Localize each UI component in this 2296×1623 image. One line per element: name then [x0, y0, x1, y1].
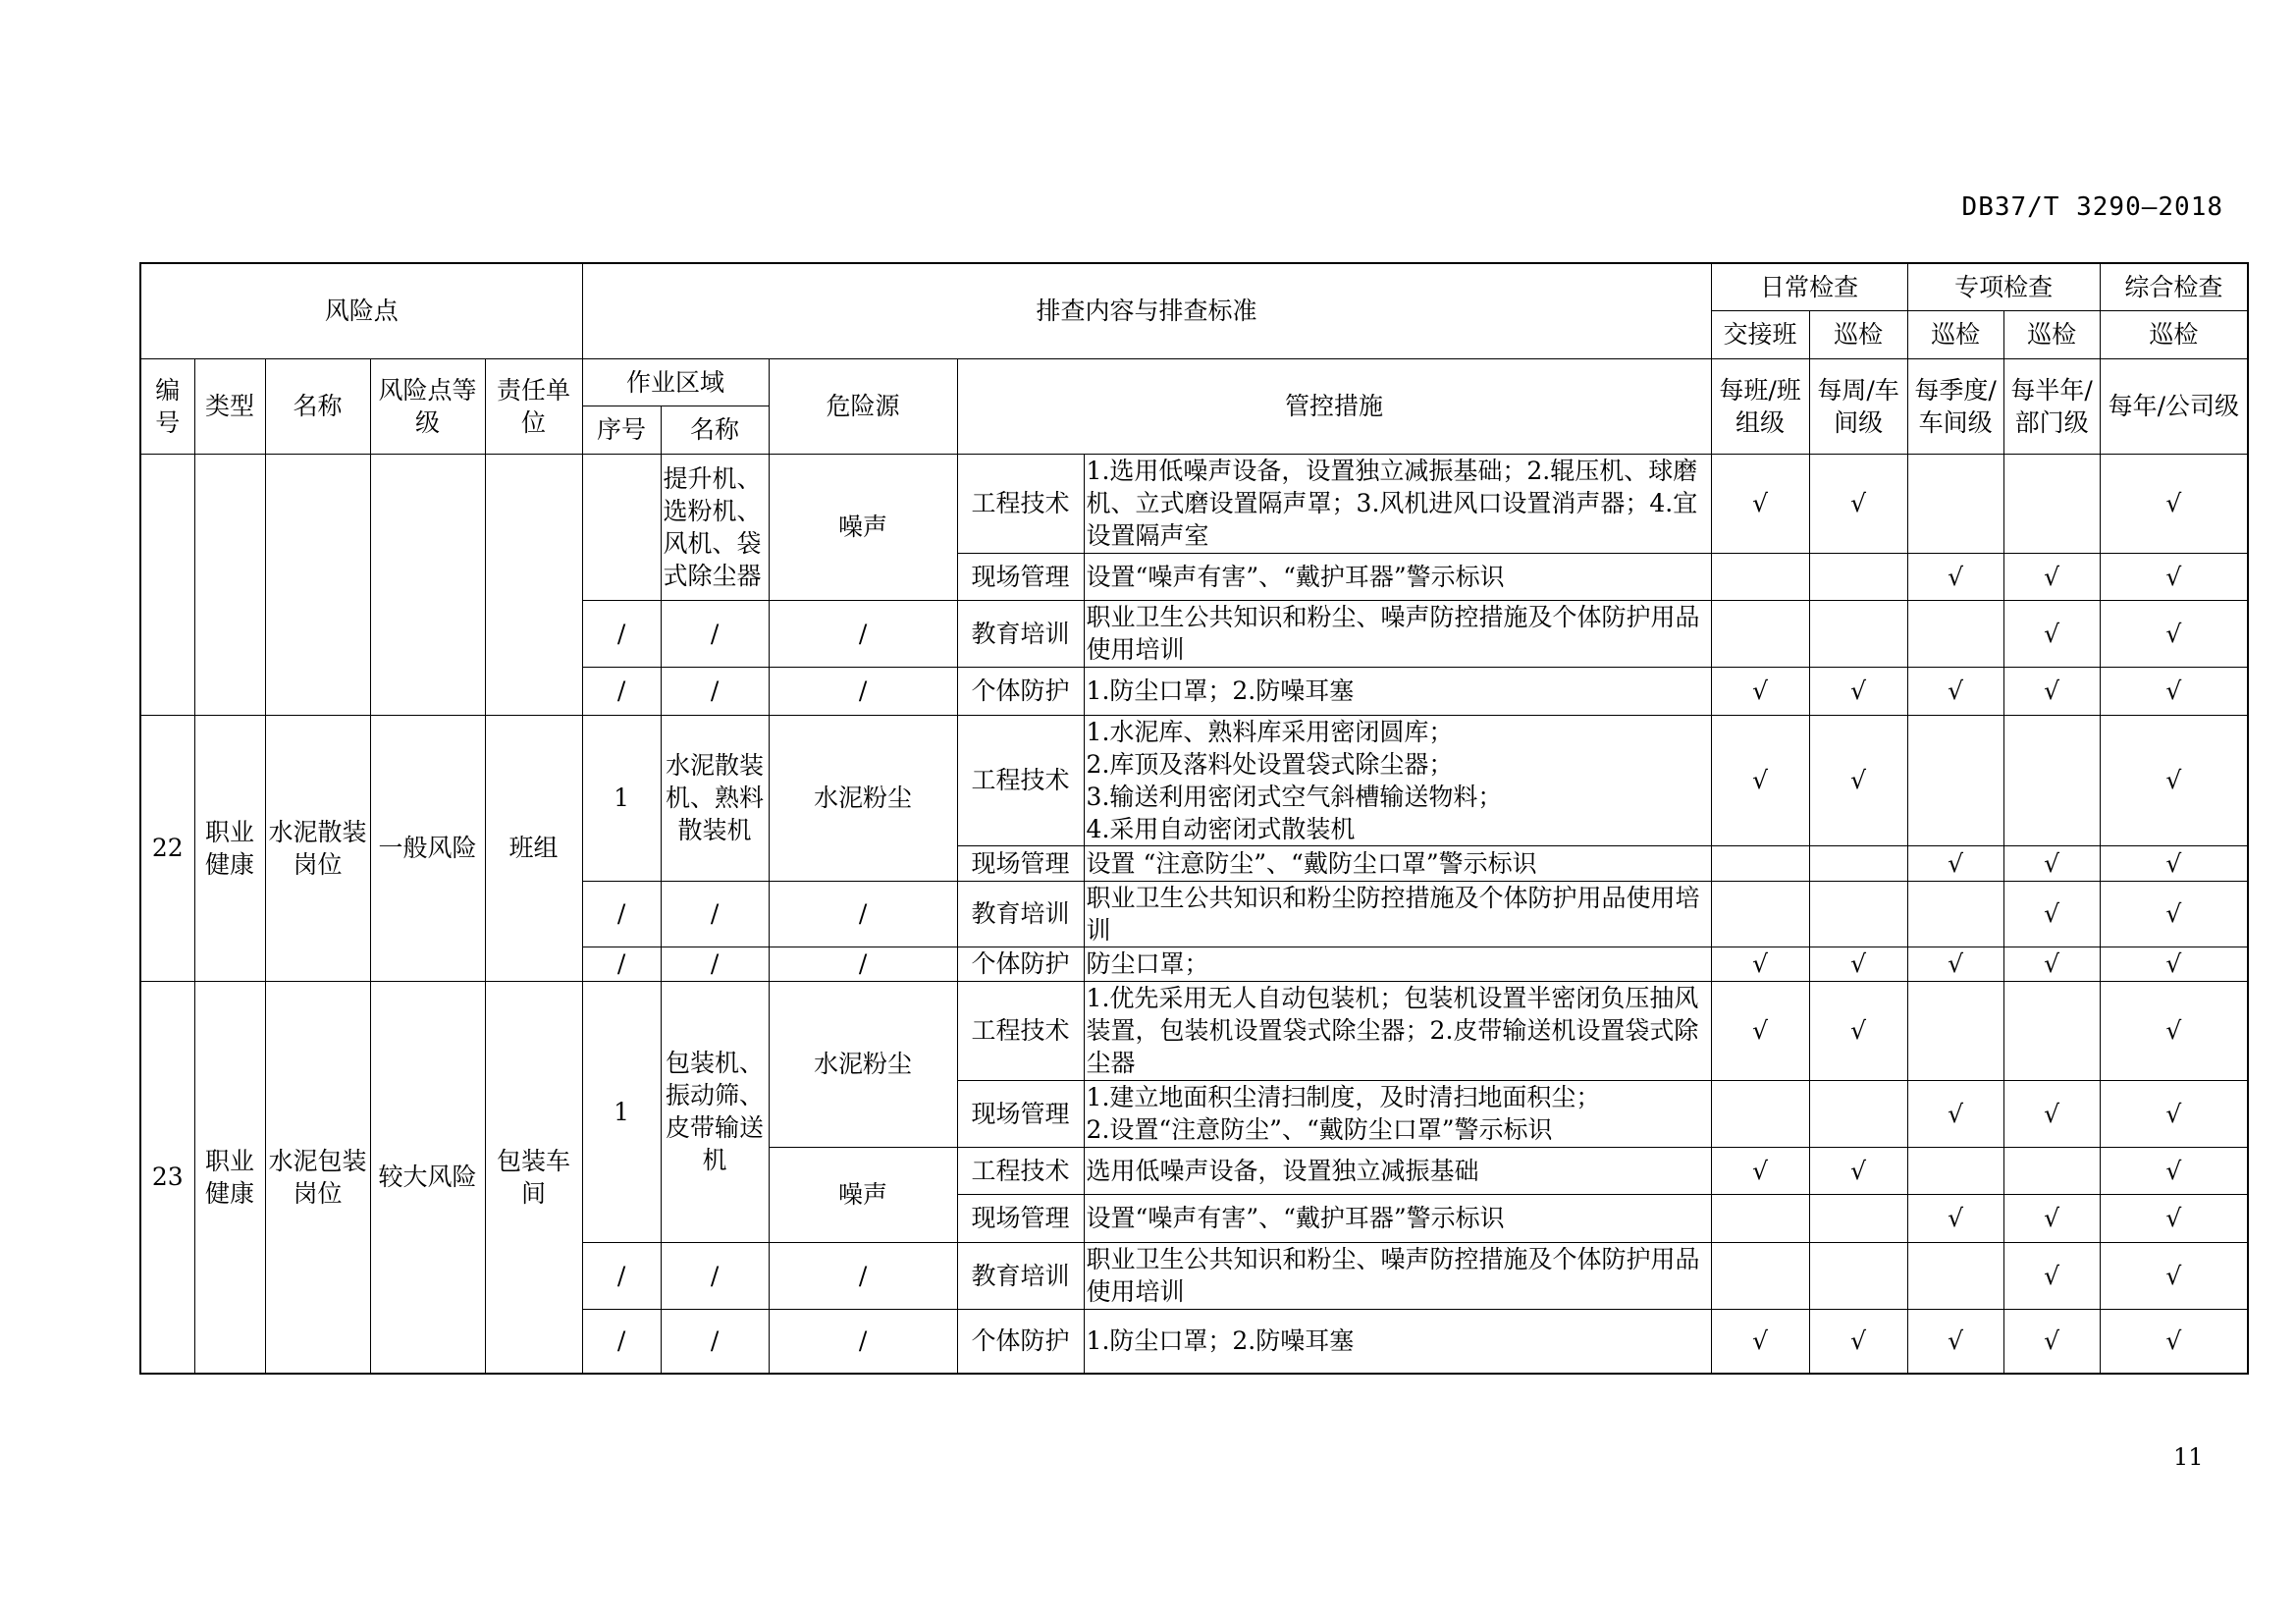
table-cell	[265, 454, 370, 715]
slash: /	[769, 1242, 957, 1309]
slash: /	[661, 947, 769, 981]
check-mark: √	[1809, 1147, 1907, 1194]
measure-text: 选用低噪声设备，设置独立减振基础	[1084, 1147, 1711, 1194]
check-mark: √	[2003, 600, 2100, 667]
responsible-unit: 包装车间	[485, 981, 582, 1374]
measure-text: 1.防尘口罩；2.防噪耳塞	[1084, 667, 1711, 715]
slash: /	[582, 1309, 661, 1374]
measure-text: 防尘口罩；	[1084, 947, 1711, 981]
check-mark: √	[2100, 1147, 2248, 1194]
table-cell	[1809, 600, 1907, 667]
table-cell	[1711, 600, 1809, 667]
table-cell	[1907, 981, 2003, 1080]
check-mark: √	[1809, 1309, 1907, 1374]
page-number: 11	[2173, 1443, 2204, 1471]
header-special-check: 专项检查	[1907, 263, 2100, 310]
header-freq-week: 每周/车间级	[1809, 358, 1907, 454]
measure-category: 现场管理	[957, 845, 1084, 881]
measure-text: 职业卫生公共知识和粉尘、噪声防控措施及个体防护用品使用培训	[1084, 1242, 1711, 1309]
measure-text: 职业卫生公共知识和粉尘、噪声防控措施及个体防护用品使用培训	[1084, 600, 1711, 667]
area-seq: 1	[582, 981, 661, 1242]
check-mark: √	[2100, 947, 2248, 981]
slash: /	[582, 881, 661, 947]
slash: /	[661, 667, 769, 715]
measure-category: 现场管理	[957, 1080, 1084, 1147]
slash: /	[661, 881, 769, 947]
measure-line: 2.库顶及落料处设置袋式除尘器；	[1086, 749, 1454, 779]
check-mark: √	[2003, 553, 2100, 600]
risk-level: 一般风险	[370, 715, 485, 981]
header-col-hazard: 危险源	[769, 358, 957, 454]
table-cell	[1809, 845, 1907, 881]
measure-line: 1.水泥库、熟料库采用密闭圆库；	[1086, 717, 1454, 746]
measure-category: 教育培训	[957, 1242, 1084, 1309]
measure-category: 现场管理	[957, 1194, 1084, 1242]
check-mark: √	[1711, 947, 1809, 981]
risk-number: 22	[140, 715, 194, 981]
slash: /	[582, 1242, 661, 1309]
hazard: 水泥粉尘	[769, 715, 957, 881]
check-mark: √	[1907, 947, 2003, 981]
check-mark: √	[1809, 947, 1907, 981]
slash: /	[582, 600, 661, 667]
header-freq-shift: 每班/班组级	[1711, 358, 1809, 454]
table-cell	[1711, 881, 1809, 947]
header-col-unit: 责任单位	[485, 358, 582, 454]
table-cell	[2003, 981, 2100, 1080]
check-mark: √	[1711, 1309, 1809, 1374]
check-mark: √	[2100, 454, 2248, 553]
header-shift-handover: 交接班	[1711, 310, 1809, 358]
risk-level: 较大风险	[370, 981, 485, 1374]
risk-type: 职业健康	[194, 981, 265, 1374]
table-cell	[1907, 600, 2003, 667]
table-cell	[1809, 1080, 1907, 1147]
measure-text: 设置 “注意防尘”、“戴防尘口罩”警示标识	[1084, 845, 1711, 881]
check-mark: √	[2003, 1194, 2100, 1242]
header-patrol: 巡检	[2100, 310, 2248, 358]
check-mark: √	[2100, 1309, 2248, 1374]
slash: /	[769, 881, 957, 947]
slash: /	[582, 667, 661, 715]
check-mark: √	[2100, 553, 2248, 600]
measure-text: 设置“噪声有害”、“戴护耳器”警示标识	[1084, 1194, 1711, 1242]
check-mark: √	[2003, 1309, 2100, 1374]
table-cell	[1907, 454, 2003, 553]
check-mark: √	[1907, 553, 2003, 600]
check-mark: √	[1907, 1080, 2003, 1147]
responsible-unit: 班组	[485, 715, 582, 981]
table-cell	[1809, 881, 1907, 947]
table-cell	[2003, 1147, 2100, 1194]
check-mark: √	[2100, 600, 2248, 667]
measure-text: 1.优先采用无人自动包装机；包装机设置半密闭负压抽风装置，包装机设置袋式除尘器；2.皮带输送机设置袋式除尘器	[1084, 981, 1711, 1080]
risk-inspection-table	[139, 262, 2249, 1375]
check-mark: √	[1711, 667, 1809, 715]
check-mark: √	[2003, 845, 2100, 881]
check-mark: √	[1809, 667, 1907, 715]
header-inspect-content: 排查内容与排查标准	[582, 263, 1711, 358]
hazard: 水泥粉尘	[769, 981, 957, 1147]
document-code: DB37/T 3290—2018	[1961, 192, 2223, 222]
measure-category: 工程技术	[957, 454, 1084, 553]
measure-category: 个体防护	[957, 1309, 1084, 1374]
check-mark: √	[1907, 1194, 2003, 1242]
measure-line: 1.建立地面积尘清扫制度，及时清扫地面积尘；	[1086, 1083, 1601, 1111]
area-seq: 1	[582, 715, 661, 881]
table-cell	[1711, 553, 1809, 600]
slash: /	[769, 600, 957, 667]
measure-category: 教育培训	[957, 600, 1084, 667]
slash: /	[769, 667, 957, 715]
check-mark: √	[1907, 667, 2003, 715]
check-mark: √	[2100, 1242, 2248, 1309]
check-mark: √	[2003, 947, 2100, 981]
measure-text	[1084, 1080, 1711, 1147]
check-mark: √	[1711, 1147, 1809, 1194]
table-cell	[1907, 881, 2003, 947]
header-col-measures: 管控措施	[957, 358, 1711, 454]
area-name: 水泥散装机、熟料散装机	[661, 715, 769, 881]
area-name: 包装机、振动筛、皮带输送机	[661, 981, 769, 1242]
measure-text: 职业卫生公共知识和粉尘防控措施及个体防护用品使用培训	[1084, 881, 1711, 947]
risk-type: 职业健康	[194, 715, 265, 981]
measure-line: 3.输送利用密闭式空气斜槽输送物料；	[1086, 782, 1503, 811]
check-mark: √	[1907, 1309, 2003, 1374]
table-cell	[2003, 715, 2100, 845]
header-freq-quarter: 每季度/车间级	[1907, 358, 2003, 454]
measure-category: 教育培训	[957, 881, 1084, 947]
header-comprehensive-check: 综合检查	[2100, 263, 2248, 310]
table-cell	[1711, 1242, 1809, 1309]
table-cell	[1907, 1242, 2003, 1309]
header-daily-check: 日常检查	[1711, 263, 1907, 310]
measure-text: 1.选用低噪声设备，设置独立减振基础；2.辊压机、球磨机、立式磨设置隔声罩；3.风机进风口设置消声器；4.宜设置隔声室	[1084, 454, 1711, 553]
slash: /	[661, 600, 769, 667]
measure-category: 个体防护	[957, 947, 1084, 981]
measure-text: 设置“噪声有害”、“戴护耳器”警示标识	[1084, 553, 1711, 600]
check-mark: √	[2100, 881, 2248, 947]
header-risk-point: 风险点	[140, 263, 582, 358]
measure-text	[1084, 715, 1711, 845]
table-cell	[370, 454, 485, 715]
header-col-seq: 序号	[582, 406, 661, 454]
table-cell	[1711, 1194, 1809, 1242]
header-freq-year: 每年/公司级	[2100, 358, 2248, 454]
table-cell	[1907, 1147, 2003, 1194]
check-mark: √	[2100, 667, 2248, 715]
measure-line: 4.采用自动密闭式散装机	[1086, 814, 1356, 843]
table-cell	[1809, 1194, 1907, 1242]
table-cell	[140, 454, 194, 715]
check-mark: √	[2100, 1080, 2248, 1147]
check-mark: √	[2100, 715, 2248, 845]
table-cell	[1711, 845, 1809, 881]
check-mark: √	[1809, 454, 1907, 553]
table-cell	[194, 454, 265, 715]
header-patrol: 巡检	[1907, 310, 2003, 358]
check-mark: √	[2003, 1242, 2100, 1309]
check-mark: √	[2003, 881, 2100, 947]
risk-number: 23	[140, 981, 194, 1374]
header-patrol: 巡检	[2003, 310, 2100, 358]
area-name: 提升机、选粉机、风机、袋式除尘器	[661, 454, 769, 600]
slash: /	[769, 1309, 957, 1374]
measure-category: 工程技术	[957, 981, 1084, 1080]
header-col-type: 类型	[194, 358, 265, 454]
check-mark: √	[2100, 1194, 2248, 1242]
measure-category: 现场管理	[957, 553, 1084, 600]
risk-name: 水泥包装岗位	[265, 981, 370, 1374]
check-mark: √	[1711, 981, 1809, 1080]
table-cell	[2003, 454, 2100, 553]
slash: /	[661, 1309, 769, 1374]
measure-text: 1.防尘口罩；2.防噪耳塞	[1084, 1309, 1711, 1374]
header-freq-halfyear: 每半年/部门级	[2003, 358, 2100, 454]
slash: /	[769, 947, 957, 981]
check-mark: √	[2003, 1080, 2100, 1147]
check-mark: √	[2100, 845, 2248, 881]
table-cell	[1809, 553, 1907, 600]
hazard: 噪声	[769, 1147, 957, 1242]
table-cell	[485, 454, 582, 715]
check-mark: √	[1711, 454, 1809, 553]
measure-category: 工程技术	[957, 1147, 1084, 1194]
header-col-area: 作业区域	[582, 358, 769, 406]
table-cell	[582, 454, 661, 600]
check-mark: √	[2100, 981, 2248, 1080]
check-mark: √	[1809, 715, 1907, 845]
check-mark: √	[1907, 845, 2003, 881]
table-cell	[1907, 715, 2003, 845]
slash: /	[582, 947, 661, 981]
risk-name: 水泥散装岗位	[265, 715, 370, 981]
table-cell	[1711, 1080, 1809, 1147]
measure-category: 个体防护	[957, 667, 1084, 715]
check-mark: √	[1711, 715, 1809, 845]
header-col-area-name: 名称	[661, 406, 769, 454]
check-mark: √	[2003, 667, 2100, 715]
slash: /	[661, 1242, 769, 1309]
hazard: 噪声	[769, 454, 957, 600]
measure-line: 2.设置“注意防尘”、“戴防尘口罩”警示标识	[1086, 1115, 1553, 1144]
check-mark: √	[1809, 981, 1907, 1080]
header-col-no: 编号	[140, 358, 194, 454]
header-col-level: 风险点等级	[370, 358, 485, 454]
measure-category: 工程技术	[957, 715, 1084, 845]
header-col-name: 名称	[265, 358, 370, 454]
table-cell	[1809, 1242, 1907, 1309]
header-patrol: 巡检	[1809, 310, 1907, 358]
